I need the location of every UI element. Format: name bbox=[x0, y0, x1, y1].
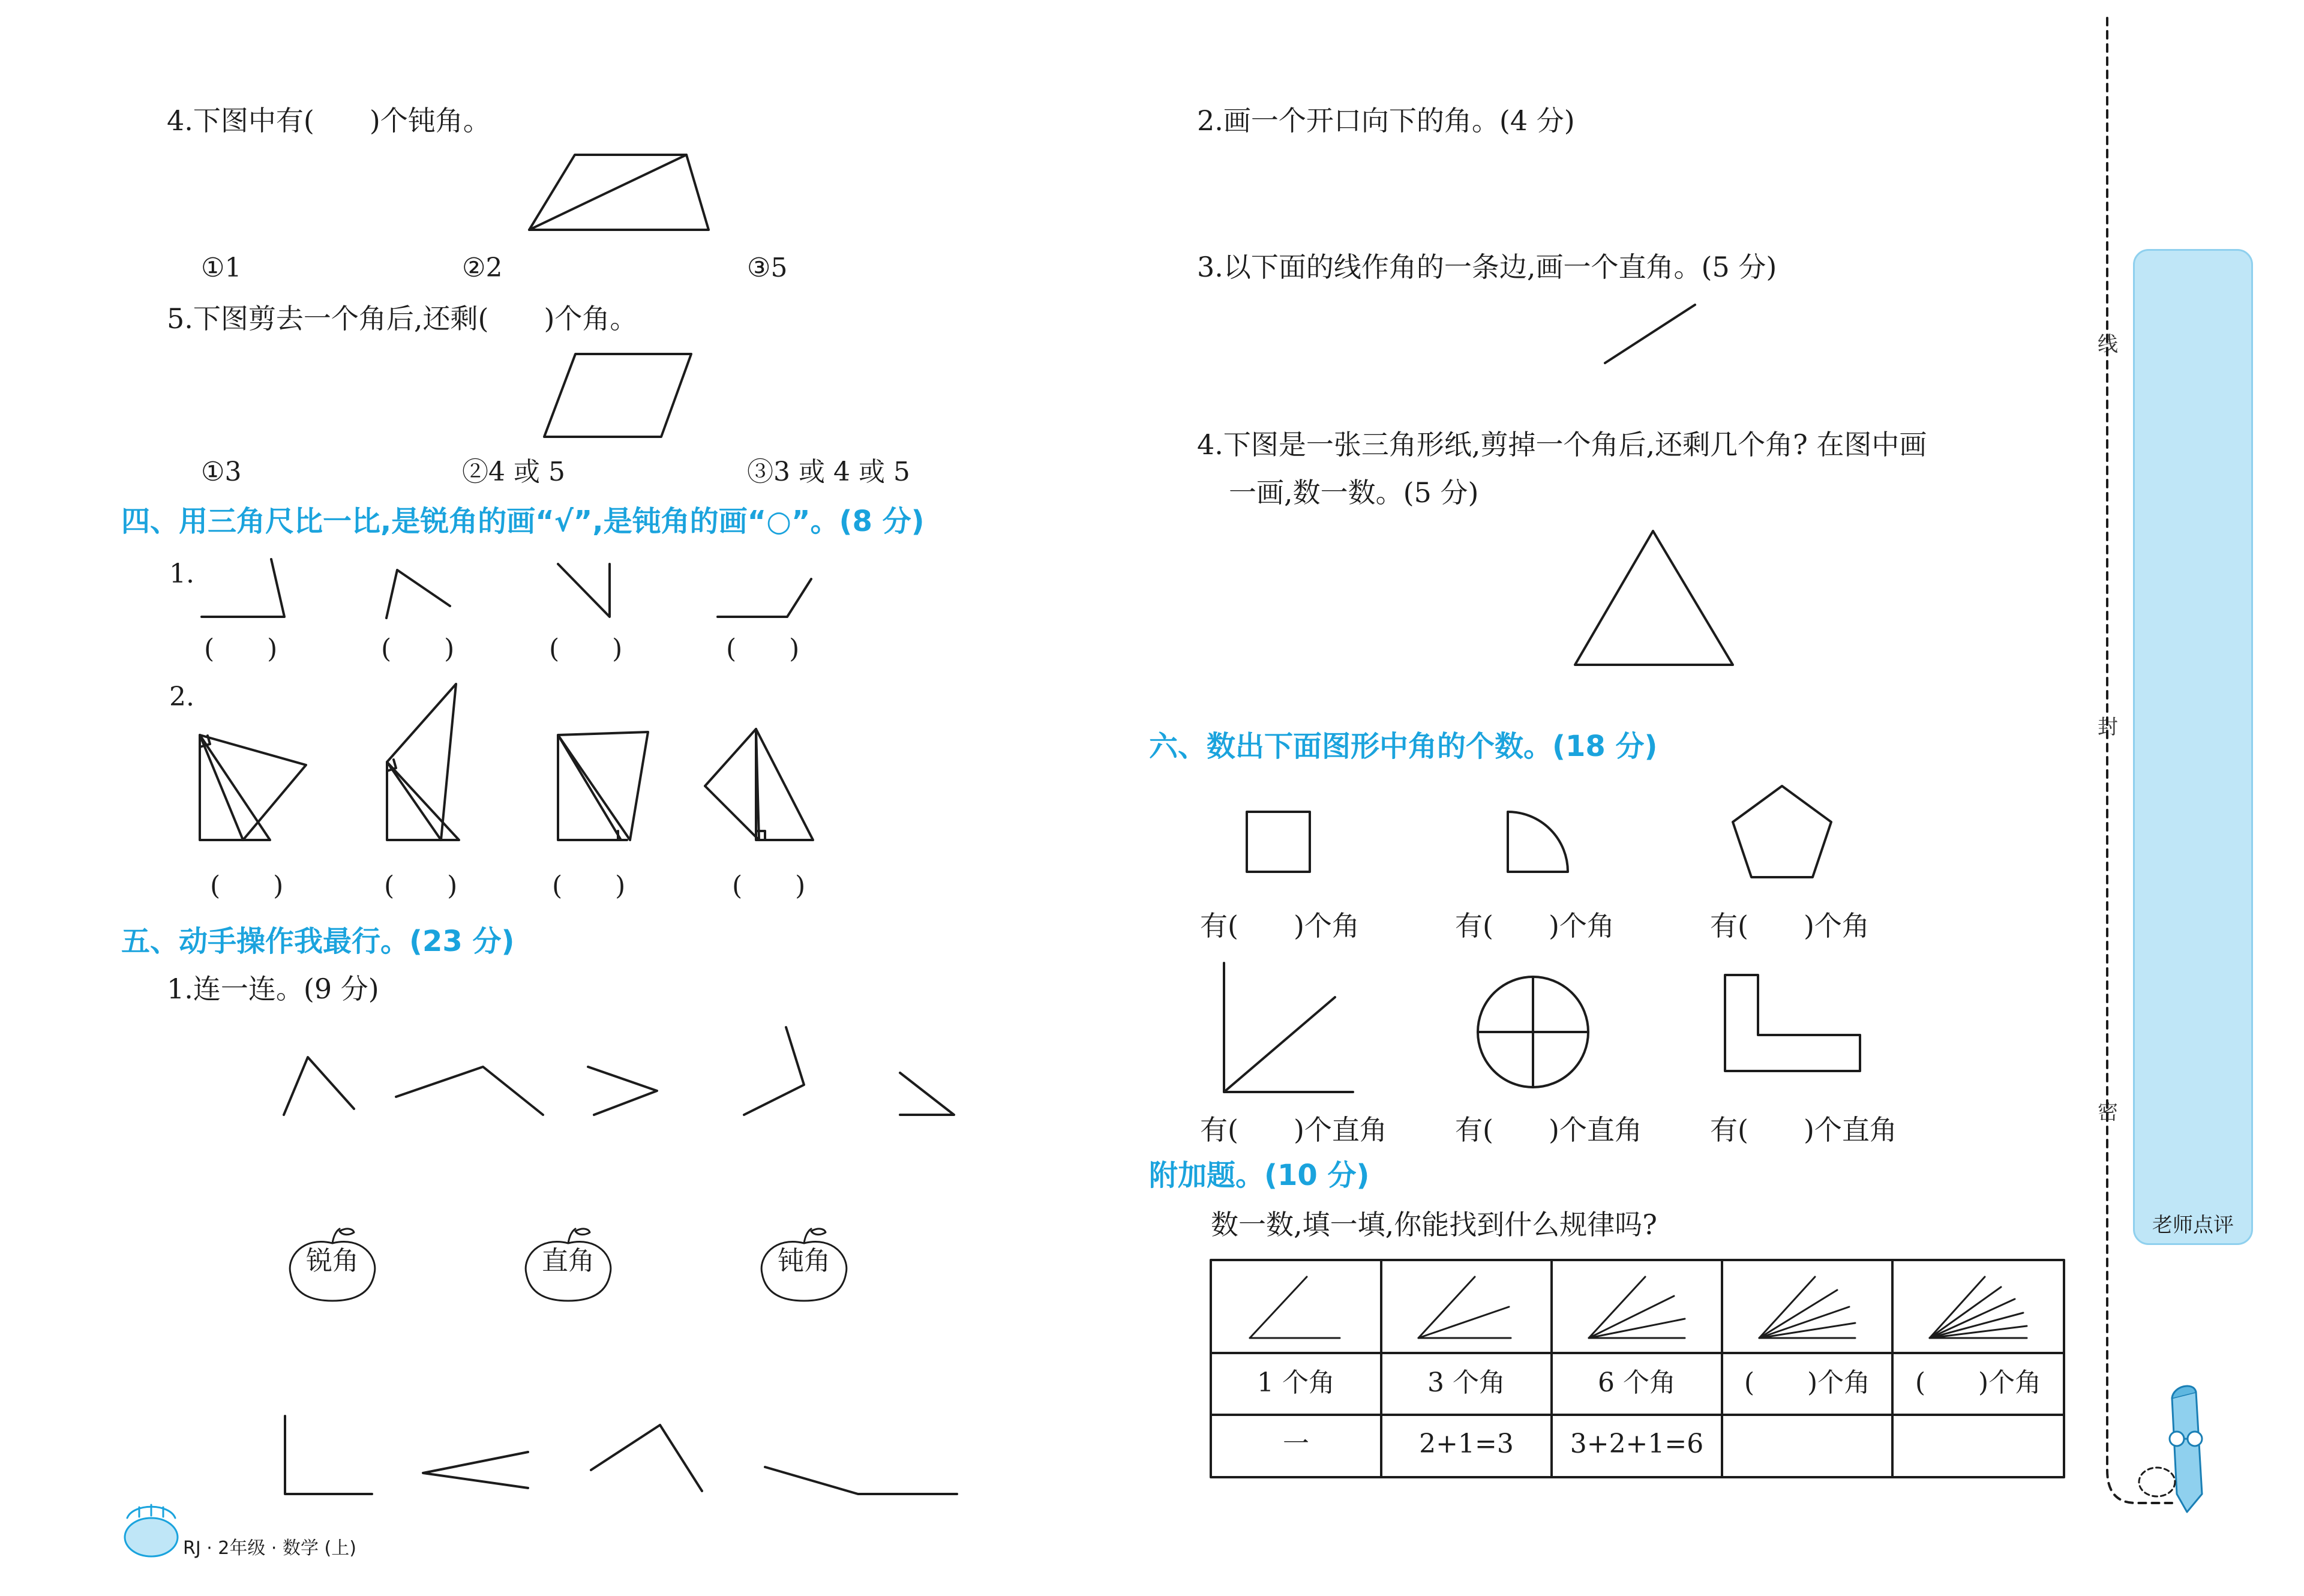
bonus-heading: 附加题。(10 分) bbox=[1149, 1159, 1370, 1192]
set-square-figure bbox=[200, 735, 306, 840]
q4-option-2[interactable]: ②2 bbox=[462, 253, 503, 283]
section4-row1-label: 1. bbox=[169, 559, 194, 589]
right-q4-line2: 一画,数一数。(5 分) bbox=[1229, 476, 1479, 509]
book-info: RJ · 2年级 · 数学 (上) bbox=[183, 1538, 356, 1559]
section5-q1: 1.连一连。(9 分) bbox=[167, 973, 379, 1005]
q4-option-3[interactable]: ③5 bbox=[747, 253, 788, 283]
margin-char-seal: 封 bbox=[2098, 707, 2118, 743]
divided-circle-shape bbox=[1478, 977, 1588, 1087]
answer-blank[interactable]: ( ) bbox=[381, 634, 455, 664]
table-cell-count-blank[interactable]: ( )个角 bbox=[1744, 1367, 1871, 1398]
set-square-figure bbox=[705, 729, 813, 840]
q5-option-1[interactable]: ①3 bbox=[201, 457, 242, 487]
table-cell-count-blank[interactable]: ( )个角 bbox=[1915, 1367, 2042, 1398]
apple-label-right[interactable]: 直角 bbox=[542, 1246, 595, 1276]
section6-heading: 六、数出下面图形中角的个数。(18 分) bbox=[1149, 730, 1658, 763]
q4-text: 4.下图中有( )个钝角。 bbox=[167, 104, 491, 137]
cut-line bbox=[2107, 18, 2172, 1503]
angle-figure bbox=[588, 1067, 657, 1115]
table-cell-sum: 3+2+1=6 bbox=[1570, 1429, 1704, 1459]
answer-blank[interactable]: ( ) bbox=[210, 871, 284, 901]
section4-heading: 四、用三角尺比一比,是锐角的画“√”,是钝角的画“○”。(8 分) bbox=[121, 505, 925, 538]
answer-blank[interactable]: ( ) bbox=[384, 871, 458, 901]
diagonal-ray bbox=[1224, 997, 1335, 1092]
angle-figure bbox=[285, 1416, 372, 1494]
angle-figure bbox=[744, 1027, 804, 1115]
pencil-mascot-icon bbox=[2139, 1386, 2202, 1512]
given-line bbox=[1605, 305, 1695, 363]
apple-label-acute[interactable]: 锐角 bbox=[306, 1246, 359, 1276]
right-angle-count-blank[interactable]: 有( )个直角 bbox=[1710, 1114, 1897, 1146]
angle-figure bbox=[765, 1467, 957, 1494]
angle-fan-figure bbox=[1418, 1277, 1511, 1338]
q4-option-1[interactable]: ①1 bbox=[201, 253, 242, 283]
page-number-badge bbox=[125, 1505, 178, 1556]
angle-figure bbox=[202, 559, 284, 617]
q5-option-2[interactable]: ②4 或 5 bbox=[462, 457, 565, 487]
answer-blank[interactable]: ( ) bbox=[204, 634, 278, 664]
angle-fan-figure bbox=[1759, 1277, 1855, 1338]
q5-option-3[interactable]: ③3 或 4 或 5 bbox=[747, 457, 910, 487]
right-q2: 2.画一个开口向下的角。(4 分) bbox=[1197, 104, 1575, 137]
right-q4-line1: 4.下图是一张三角形纸,剪掉一个角后,还剩几个角? 在图中画 bbox=[1197, 428, 1927, 461]
margin-char-line: 线 bbox=[2098, 324, 2118, 361]
table-cell-count: 3 个角 bbox=[1427, 1367, 1505, 1398]
l-shape bbox=[1725, 975, 1860, 1071]
angle-fan-figure bbox=[1250, 1277, 1340, 1338]
table-cell-sum: 2+1=3 bbox=[1419, 1429, 1514, 1459]
apple-label-obtuse[interactable]: 钝角 bbox=[778, 1246, 830, 1276]
right-angle-shape bbox=[1224, 963, 1353, 1092]
trapezoid-figure bbox=[529, 155, 709, 230]
angle-fan-figure bbox=[1589, 1277, 1685, 1338]
answer-blank[interactable]: ( ) bbox=[732, 871, 806, 901]
parallelogram-figure bbox=[544, 354, 691, 437]
apple-icon bbox=[761, 1229, 847, 1301]
angle-figure bbox=[284, 1057, 354, 1115]
answer-blank[interactable]: ( ) bbox=[726, 634, 800, 664]
bonus-prompt: 数一数,填一填,你能找到什么规律吗? bbox=[1211, 1208, 1657, 1241]
angle-figure bbox=[591, 1425, 702, 1491]
q5-text: 5.下图剪去一个角后,还剩( )个角。 bbox=[167, 302, 638, 335]
margin-char-secret: 密 bbox=[2098, 1092, 2118, 1129]
right-angle-count-blank[interactable]: 有( )个直角 bbox=[1455, 1114, 1642, 1146]
triangle-paper bbox=[1575, 531, 1733, 665]
angle-count-blank[interactable]: 有( )个角 bbox=[1710, 910, 1870, 942]
angle-count-blank[interactable]: 有( )个角 bbox=[1200, 910, 1360, 942]
angle-count-blank[interactable]: 有( )个角 bbox=[1455, 910, 1615, 942]
answer-blank[interactable]: ( ) bbox=[552, 871, 626, 901]
apple-icon bbox=[526, 1229, 611, 1301]
angle-figure bbox=[558, 564, 610, 617]
right-q3: 3.以下面的线作角的一条边,画一个直角。(5 分) bbox=[1197, 251, 1777, 283]
angle-figure bbox=[386, 570, 450, 618]
quarter-circle-shape bbox=[1508, 812, 1568, 872]
table-cell-count: 6 个角 bbox=[1598, 1367, 1676, 1398]
teacher-comment-label: 老师点评 bbox=[2152, 1213, 2234, 1237]
section4-row2-label: 2. bbox=[169, 682, 194, 712]
angle-figure bbox=[900, 1073, 954, 1115]
answer-blank[interactable]: ( ) bbox=[549, 634, 623, 664]
angle-figure bbox=[423, 1452, 528, 1488]
angle-figure bbox=[718, 579, 811, 617]
angle-fan-figure bbox=[1930, 1277, 2027, 1338]
square-shape bbox=[1247, 812, 1310, 872]
set-square-figure bbox=[387, 684, 459, 840]
set-square-figure bbox=[558, 732, 648, 840]
pentagon-shape bbox=[1733, 786, 1831, 877]
angle-figure bbox=[396, 1067, 543, 1115]
section5-heading: 五、动手操作我最行。(23 分) bbox=[121, 925, 515, 958]
apple-icon bbox=[290, 1229, 375, 1301]
table-cell-sum: 一 bbox=[1283, 1429, 1309, 1459]
right-angle-count-blank[interactable]: 有( )个直角 bbox=[1200, 1114, 1387, 1146]
bonus-table bbox=[1211, 1260, 2064, 1477]
table-cell-count: 1 个角 bbox=[1257, 1367, 1335, 1398]
